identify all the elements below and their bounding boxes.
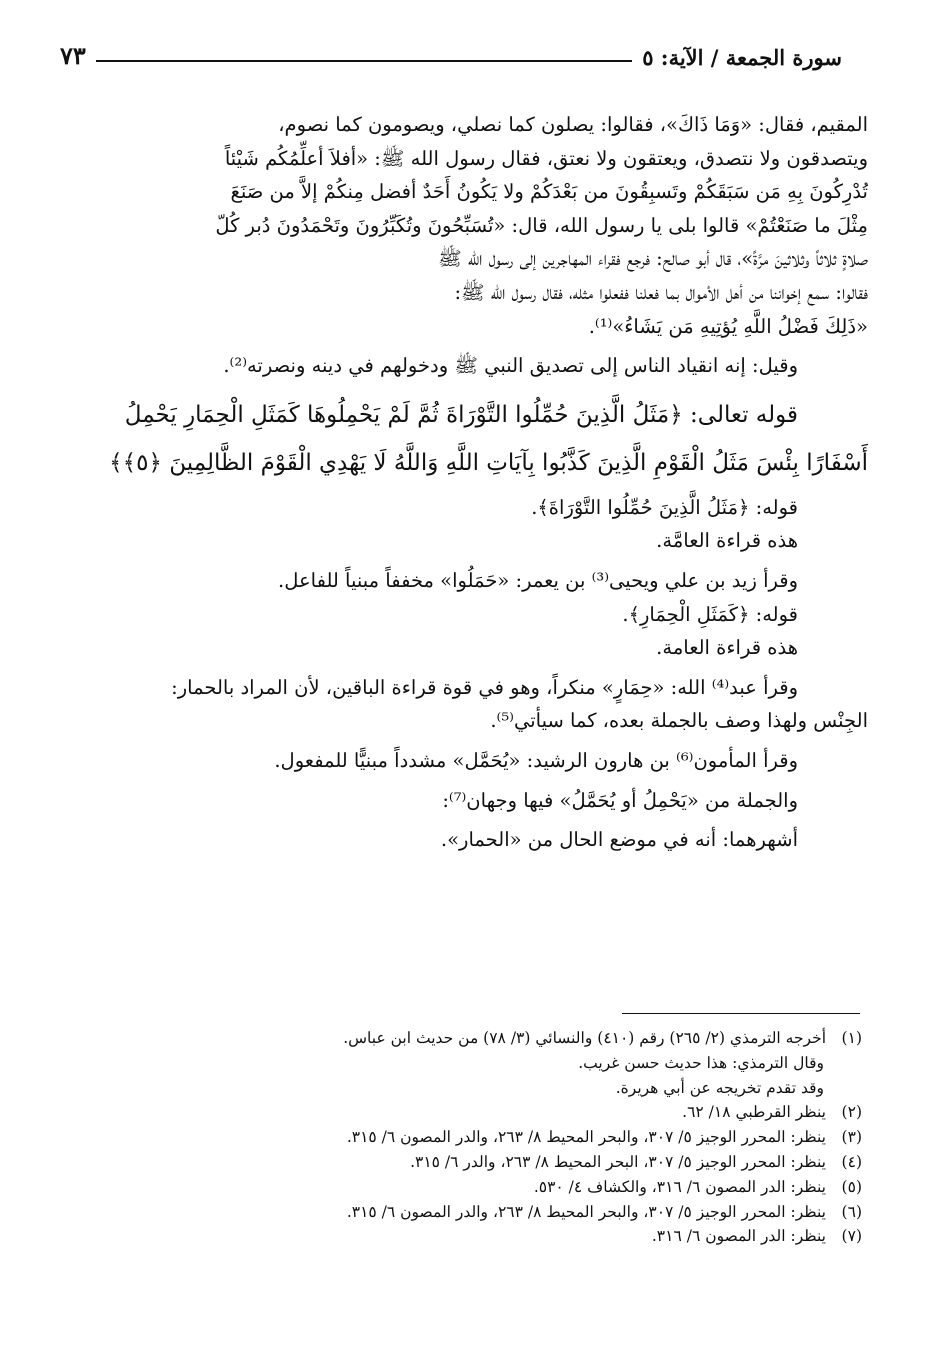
footnote-number: (٥) [841,1177,862,1196]
footnote-text: وقال الترمذي: هذا حديث حسن غريب. [578,1053,824,1072]
text-line: هذه قراءة العامة. [656,636,798,660]
text-line: والجملة من «يَحْمِلُ أو يُحَمَّلُ» فيها وجهان⁽⁷⁾: [442,788,798,812]
footnote [62,1224,862,1249]
text-line: تُدْرِكُونَ بِهِ مَن سَبَقَكُمْ وتَسبِقُونَ من بَعْدَكُمْ ولا يَكُونُ أَحَدٌ أفضل مِنكُمْ إلاَّ من صَنَعَ [230,180,868,204]
page-number: ٧٣ [60,41,86,70]
footnote-text: ينظر القرطبي ١٨/ ٦٢. [682,1103,826,1122]
footnote [62,1175,862,1200]
text-line: «ذَلِكَ فَضْلُ اللَّهِ يُؤتِيهِ مَن يَشَاءُ»⁽¹⁾. [588,314,868,338]
footnote-text: ينظر: الدر المصون ٦/ ٣١٦، والكشاف ٤/ ٥٣٠. [533,1177,826,1196]
text-line: وقرأ عبد⁽⁴⁾ الله: «حِمَارٍ» منكراً، وهو في قوة قراءة الباقين، لأن المراد بالحمار: [171,675,798,699]
text-line: وقرأ زيد بن علي ويحيى⁽³⁾ بن يعمر: «حَمَلُوا» مخففاً مبنياً للفاعل. [278,568,798,592]
footnote-text: ينظر: المحرر الوجيز ٥/ ٣٠٧، البحر المحيط ٨/ ٢٦٣، والدر ٦/ ٣١٥. [410,1152,826,1171]
footnote-text: ينظر: المحرر الوجيز ٥/ ٣٠٧، والبحر المحيط ٨/ ٢٦٣، والدر المصون ٦/ ٣١٥. [346,1128,826,1147]
header-rule [96,60,632,62]
text-line: قوله: ﴿كَمَثَلِ الْحِمَارِ﴾. [622,602,798,626]
footnote-number: (٤) [841,1152,862,1171]
footnote-number: (٧) [841,1227,862,1246]
footnote-number: (٢) [841,1103,862,1122]
text-line: ويتصدقون ولا نتصدق، ويعتقون ولا نعتق، فقال رسول الله ﷺ: «أفلاَ أعلِّمُكُم شَيْئاً [224,146,868,170]
text-line: مِثْلَ ما صَنَعْتُمْ» قالوا بلى يا رسول الله، قال: «تُسَبِّحُونَ وتُكَبِّرُونَ وتَحْمَدُونَ دُبر كُلّ [215,213,868,237]
text-line: وقيل: إنه انقياد الناس إلى تصديق النبي ﷺ ودخولهم في دينه ونصرته⁽²⁾. [223,354,798,378]
footnotes [62,1026,862,1249]
footnote-number: (٦) [841,1202,862,1221]
text-line: فقالوا: سمع إخواننا من أهل الأموال بما فعلنا ففعلوا مثله، فقال رسول الله ﷺ: [454,280,868,304]
quran-verse-line: أَسْفَارًا بِئْسَ مَثَلُ الْقَوْمِ الَّذِينَ كَذَّبُوا بِآيَاتِ اللَّهِ وَاللَّهُ لَا يَهْدِي الْقَوْمَ الظَّالِمِينَ ﴿٥﴾﴾ [109,449,868,476]
footnote-text: وقد تقدم تخريجه عن أبي هريرة. [615,1078,824,1097]
footnote-text: ينظر: الدر المصون ٦/ ٣١٦. [651,1227,826,1246]
quran-verse-line: قوله تعالى: ﴿مَثَلُ الَّذِينَ حُمِّلُوا التَّوْرَاةَ ثُمَّ لَمْ يَحْمِلُوهَا كَمَثَلِ الْحِمَارِ يَحْمِلُ [124,401,798,428]
text-line: المقيم، فقال: «وَمَا ذَاكَ»، فقالوا: يصلون كما نصلي، ويصومون كما نصوم، [278,113,868,136]
main-text [62,108,868,857]
text-line: وقرأ المأمون⁽⁶⁾ بن هارون الرشيد: «يُحَمَّل» مشدداً مبنيًّا للمفعول. [274,748,798,772]
text-line: صلاةٍ ثلاثاً وثلاثينَ مرَّةً»، قال أبو صالح: فرجع فقراء المهاجرين إلى رسول الله ﷺ [438,247,868,271]
text-line: هذه قراءة العامَّة. [656,529,798,553]
text-line: قوله: ﴿مَثَلُ الَّذِينَ حُمِّلُوا التَّوْرَاةَ﴾. [531,495,798,519]
text-line: الجِنْس ولهذا وصف بالجملة بعده، كما سيأتي⁽⁵⁾. [490,709,868,733]
footnote [62,1076,862,1101]
footnote-text: ينظر: المحرر الوجيز ٥/ ٣٠٧، والبحر المحيط ٨/ ٢٦٣، والدر المصون ٦/ ٣١٥. [346,1202,826,1221]
footnote [62,1100,862,1125]
footnote [62,1150,862,1175]
footnote [62,1125,862,1150]
footnote [62,1200,862,1225]
footnote [62,1026,862,1051]
footnote-number: (١) [841,1029,862,1047]
footnote-text: أخرجه الترمذي (٢/ ٢٦٥) رقم (٤١٠) والنسائي (٣/ ٧٨) من حديث ابن عباس. [343,1029,826,1047]
footnote [62,1051,862,1076]
running-title: سورة الجمعة / الآية: ٥ [642,45,842,70]
footnote-number: (٣) [841,1128,862,1147]
footnote-separator [622,1013,860,1014]
text-line: أشهرهما: أنه في موضع الحال من «الحمار». [440,828,798,852]
page-header [60,34,842,70]
